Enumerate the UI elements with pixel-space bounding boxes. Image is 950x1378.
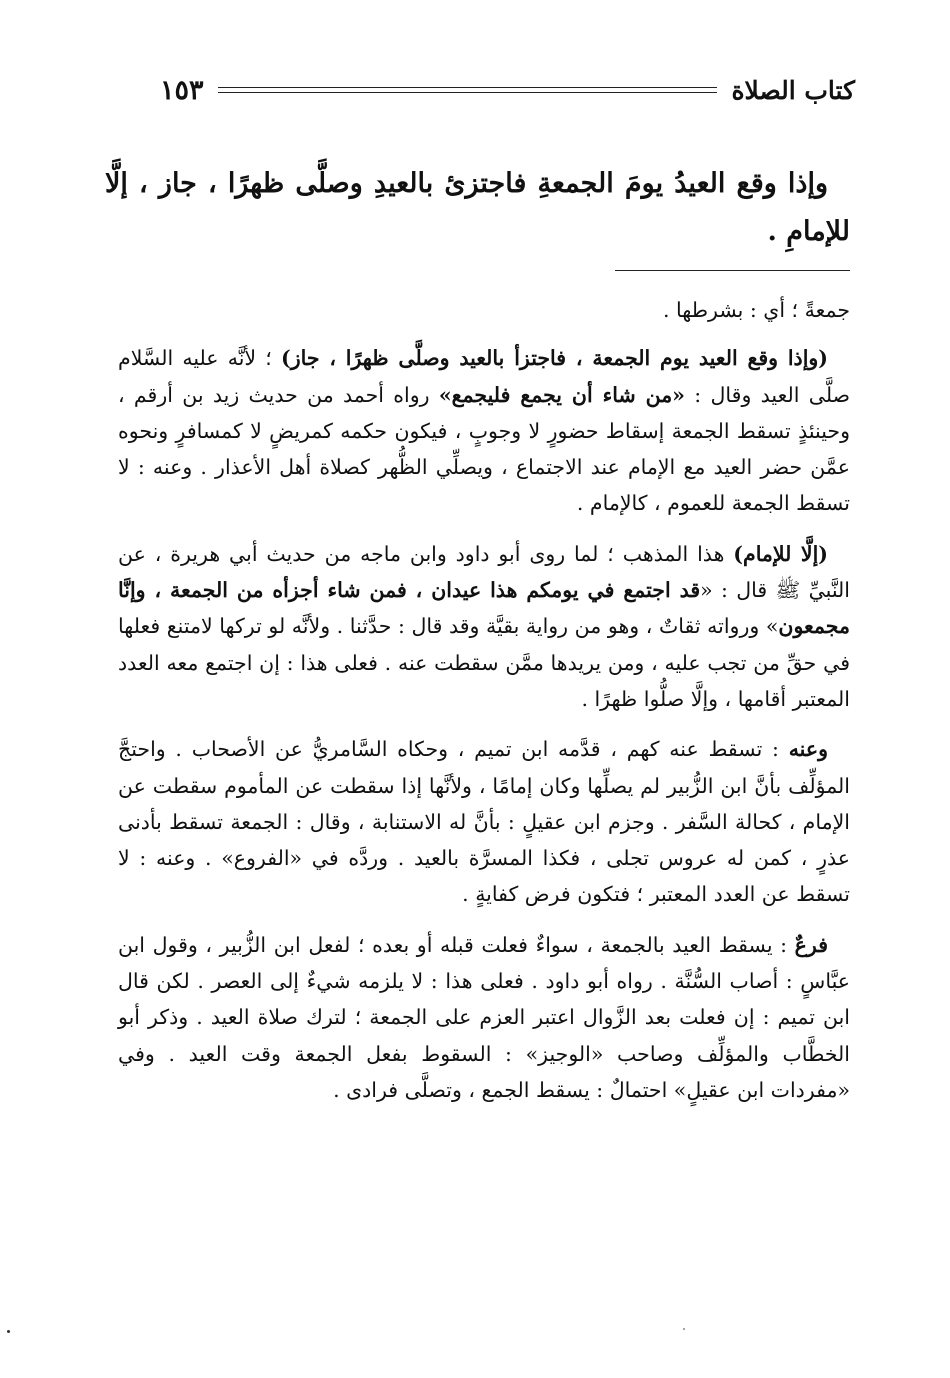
paragraph-text: : يسقط العيد بالجمعة ، سواءٌ فعلت قبله أو بعده ؛ لفعل ابن الزُّبير ، وقول ابن عبَّاسٍ : أصاب السُّنَّة . رواه أبو داود . فعلى هذا : لا يلزمه شيءٌ إلى العصر . لكن قال ابن تميم : إن فعلت بعد الزَّوال اعتبر العزم على الجمعة ؛ لترك صلاة العيد . وذكر أبو الخطَّاب والمؤلِّف وصاحب «الوجيز» : السقوط بفعل الجمعة وقت العيد . وفي «مفردات ابن عقيلٍ» احتمالٌ : يسقط الجمع ، وتصلَّى فرادى . [118,932,850,1102]
commentary-paragraph-1: جمعةً ؛ أي : بشرطها . [663,298,850,322]
commentary-paragraph-4 [118,731,850,912]
paragraph-text: رواه أحمد من حديث زيد بن أرقم ، وحينئذٍ تسقط الجمعة إسقاط حضورٍ لا وجوبٍ ، فيكون حكمه كمريضٍ لا كمسافرٍ ونحوه عمَّن حضر العيد مع الإمام عند الاجتماع ، ويصلِّي الظُّهر كصلاة أهل الأعذار . وعنه : لا تسقط الجمعة للعموم ، كالإمام . [118,382,850,516]
quoted-text: (إلَّا للإمام) [733,541,829,566]
main-text: وإذا وقع العيدُ يومَ الجمعةِ فاجتزئ بالعيدِ وصلَّى ظهرًا ، جاز ، إلَّا للإمامِ . [105,168,850,247]
paragraph-text: : تسقط عنه كهم ، قدَّمه ابن تميم ، وحكاه السَّامريُّ عن الأصحاب . واحتجَّ المؤلِّف بأنَّ ابن الزُّبير لم يصلِّها وكان إمامًا ، ولأنَّها إذا سقطت عن المأموم سقطت عن الإمام ، كحالة السَّفر . وجزم ابن عقيلٍ : بأنَّ له الاستنابة ، وقال : الجمعة تسقط بأدنى عذرٍ ، كمن له عروس تجلى ، فكذا المسرَّة بالعيد . وردَّه في «الفروع» . وعنه : لا تسقط عن العدد المعتبر ؛ فتكون فرض كفايةٍ . [118,737,850,907]
commentary [118,292,850,1122]
paragraph-text: ؛ لأنَّه عليه السَّلام صلَّى العيد وقال : [118,346,851,407]
paragraph-text: » ورواته ثقاتٌ ، وهو من رواية بقيَّة وقد قال : حدَّثنا . ولأنَّه لو تركها لامتنع فعلها في حقِّ من تجب عليه ، ومن يريدها ممَّن سقطت عنه . فعلى هذا : إن اجتمع معه العدد المعتبر أقامها ، وإلَّا صلُّوا ظهرًا . [118,614,850,711]
paragraph-text: هذا المذهب ؛ لما روى أبو داود وابن ماجه من حديث أبي هريرة ، عن النَّبيِّ ﷺ قال : « [118,541,850,603]
lead-word: وعنه [788,737,828,762]
quoted-text: (وإذا وقع العيد يوم الجمعة ، فاجتزأ بالعيد وصلَّى ظهرًا ، جاز) [281,346,828,371]
chapter-title: كتاب الصلاة [731,75,855,105]
commentary-paragraph-5 [118,927,850,1108]
commentary-paragraph-3 [118,536,850,717]
separator-rule [615,270,850,271]
scan-speck [7,1330,10,1333]
hadith-text: «من شاء أن يجمع فليجمع» [438,382,685,407]
header-rule [218,87,718,93]
hadith-text: قد اجتمع في يومكم هذا عيدان ، فمن شاء أجزأه من الجمعة ، وإنَّا مجمعون [118,578,850,639]
page-number: ١٥٣ [160,74,204,106]
commentary-paragraph-2 [118,340,850,521]
scan-speck [683,1328,685,1330]
running-header [160,70,855,110]
lead-word: فرعٌ [794,932,828,957]
